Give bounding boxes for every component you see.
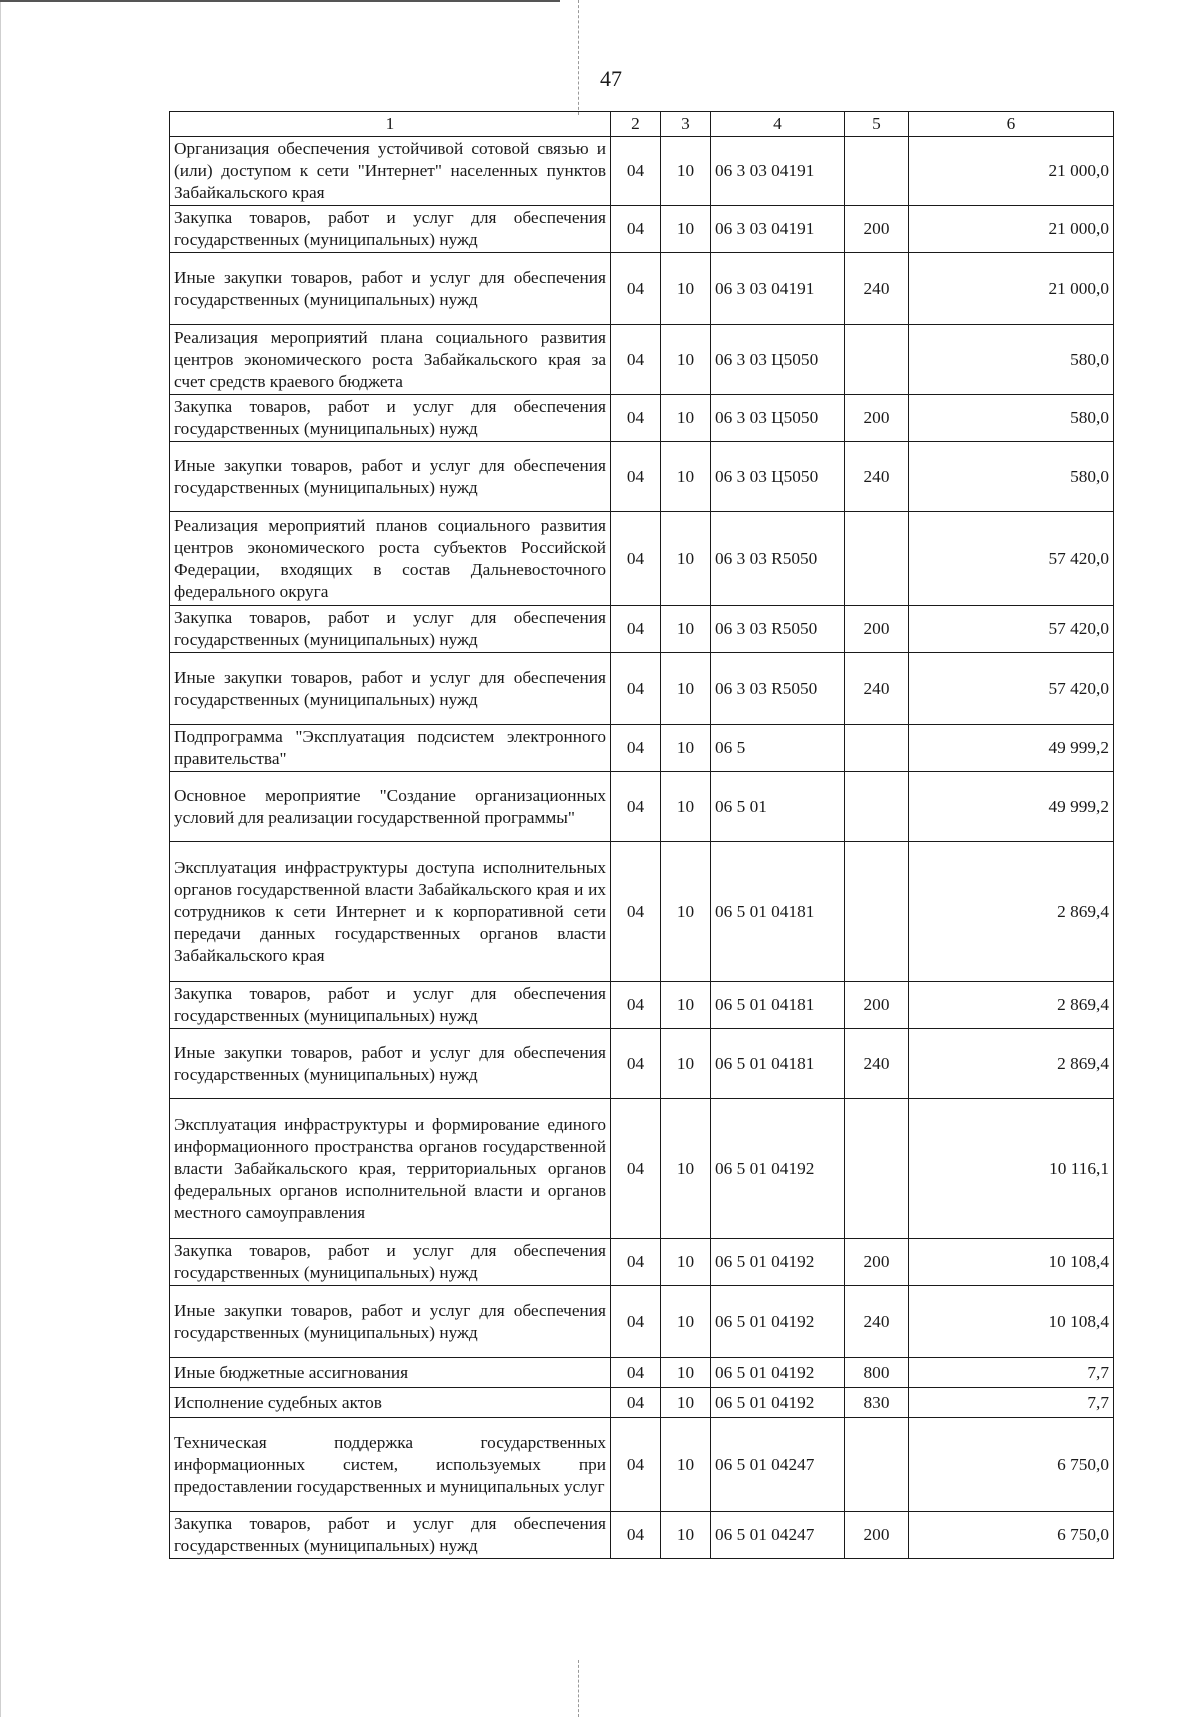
row-subsection: 10 [661, 606, 711, 653]
row-expense-type: 830 [845, 1388, 909, 1418]
table-row [170, 1512, 1114, 1559]
row-subsection: 10 [661, 395, 711, 442]
table-row [170, 442, 1114, 512]
row-section: 04 [611, 1099, 661, 1239]
row-name: Иные закупки товаров, работ и услуг для обеспечения государственных (муниципальных) нужд [170, 1029, 611, 1099]
row-amount: 21 000,0 [909, 253, 1114, 325]
table-row [170, 842, 1114, 982]
row-subsection: 10 [661, 512, 711, 606]
row-name: Закупка товаров, работ и услуг для обеспечения государственных (муниципальных) нужд [170, 606, 611, 653]
table-row [170, 1358, 1114, 1388]
row-subsection: 10 [661, 1388, 711, 1418]
row-expense-type: 200 [845, 206, 909, 253]
row-subsection: 10 [661, 842, 711, 982]
row-subsection: 10 [661, 982, 711, 1029]
row-section: 04 [611, 512, 661, 606]
row-expense-type: 240 [845, 653, 909, 725]
row-target-item: 06 5 01 04181 [711, 842, 845, 982]
row-expense-type [845, 137, 909, 206]
column-header-target-item: 4 [711, 112, 845, 137]
row-name: Реализация мероприятий планов социального развития центров экономического роста субъектов Российской Федерации, входящих в состав Дальневосточного федерального округа [170, 512, 611, 606]
row-target-item: 06 3 03 R5050 [711, 606, 845, 653]
row-subsection: 10 [661, 725, 711, 772]
row-amount: 7,7 [909, 1358, 1114, 1388]
row-target-item: 06 3 03 04191 [711, 253, 845, 325]
table-row [170, 512, 1114, 606]
row-name: Организация обеспечения устойчивой сотовой связью и (или) доступом к сети "Интернет" населенных пунктов Забайкальского края [170, 137, 611, 206]
row-subsection: 10 [661, 772, 711, 842]
row-amount: 2 869,4 [909, 842, 1114, 982]
row-target-item: 06 5 01 04192 [711, 1239, 845, 1286]
row-target-item: 06 3 03 04191 [711, 137, 845, 206]
row-expense-type [845, 512, 909, 606]
fold-line-bottom [578, 1660, 579, 1717]
row-expense-type: 240 [845, 1029, 909, 1099]
column-header-section: 2 [611, 112, 661, 137]
table-row [170, 1388, 1114, 1418]
table-row [170, 725, 1114, 772]
row-amount: 10 108,4 [909, 1239, 1114, 1286]
row-amount: 49 999,2 [909, 772, 1114, 842]
row-amount: 580,0 [909, 325, 1114, 395]
row-target-item: 06 5 01 04192 [711, 1358, 845, 1388]
row-amount: 580,0 [909, 395, 1114, 442]
column-header-subsection: 3 [661, 112, 711, 137]
row-amount: 10 108,4 [909, 1286, 1114, 1358]
row-amount: 6 750,0 [909, 1418, 1114, 1512]
row-section: 04 [611, 982, 661, 1029]
row-expense-type [845, 1099, 909, 1239]
row-target-item: 06 5 [711, 725, 845, 772]
table-row [170, 137, 1114, 206]
row-section: 04 [611, 606, 661, 653]
row-target-item: 06 3 03 Ц5050 [711, 442, 845, 512]
row-name: Исполнение судебных актов [170, 1388, 611, 1418]
row-subsection: 10 [661, 1099, 711, 1239]
row-amount: 57 420,0 [909, 653, 1114, 725]
row-name: Эксплуатация инфраструктуры и формирование единого информационного пространства органов государственной власти Забайкальского края, территориальных органов федеральных органов исполнительной власти и органов местного самоуправления [170, 1099, 611, 1239]
column-header-name: 1 [170, 112, 611, 137]
row-target-item: 06 3 03 R5050 [711, 653, 845, 725]
row-subsection: 10 [661, 253, 711, 325]
table-header-row [170, 112, 1114, 137]
page-number: 47 [600, 66, 622, 91]
row-target-item: 06 5 01 04192 [711, 1286, 845, 1358]
table-row [170, 395, 1114, 442]
row-subsection: 10 [661, 442, 711, 512]
row-section: 04 [611, 253, 661, 325]
row-name: Иные закупки товаров, работ и услуг для обеспечения государственных (муниципальных) нужд [170, 653, 611, 725]
row-expense-type: 200 [845, 395, 909, 442]
row-subsection: 10 [661, 1286, 711, 1358]
table-row [170, 1099, 1114, 1239]
row-amount: 2 869,4 [909, 1029, 1114, 1099]
row-target-item: 06 5 01 04192 [711, 1388, 845, 1418]
row-target-item: 06 5 01 04181 [711, 1029, 845, 1099]
row-amount: 21 000,0 [909, 137, 1114, 206]
row-subsection: 10 [661, 1029, 711, 1099]
row-name: Иные бюджетные ассигнования [170, 1358, 611, 1388]
row-amount: 580,0 [909, 442, 1114, 512]
row-name: Закупка товаров, работ и услуг для обеспечения государственных (муниципальных) нужд [170, 395, 611, 442]
row-target-item: 06 3 03 R5050 [711, 512, 845, 606]
row-subsection: 10 [661, 1358, 711, 1388]
row-subsection: 10 [661, 1512, 711, 1559]
table-row [170, 325, 1114, 395]
top-scan-line [0, 0, 560, 2]
row-amount: 10 116,1 [909, 1099, 1114, 1239]
table-row [170, 982, 1114, 1029]
row-amount: 49 999,2 [909, 725, 1114, 772]
row-name: Подпрограмма "Эксплуатация подсистем электронного правительства" [170, 725, 611, 772]
page-edge-line [0, 0, 1, 1717]
row-name: Закупка товаров, работ и услуг для обеспечения государственных (муниципальных) нужд [170, 1512, 611, 1559]
table-row [170, 206, 1114, 253]
table-row [170, 653, 1114, 725]
row-target-item: 06 5 01 04247 [711, 1418, 845, 1512]
row-section: 04 [611, 1388, 661, 1418]
row-section: 04 [611, 1239, 661, 1286]
row-section: 04 [611, 1358, 661, 1388]
row-expense-type [845, 772, 909, 842]
row-amount: 7,7 [909, 1388, 1114, 1418]
table-row [170, 1029, 1114, 1099]
row-name: Реализация мероприятий плана социального развития центров экономического роста Забайкальского края за счет средств краевого бюджета [170, 325, 611, 395]
row-target-item: 06 5 01 04192 [711, 1099, 845, 1239]
row-name: Эксплуатация инфраструктуры доступа исполнительных органов государственной власти Забайкальского края и их сотрудников к сети Интернет и к корпоративной сети передачи данных государственных органов власти Забайкальского края [170, 842, 611, 982]
budget-table [169, 111, 1114, 1559]
row-section: 04 [611, 772, 661, 842]
row-expense-type: 240 [845, 1286, 909, 1358]
row-section: 04 [611, 1512, 661, 1559]
row-section: 04 [611, 442, 661, 512]
row-target-item: 06 3 03 04191 [711, 206, 845, 253]
row-name: Иные закупки товаров, работ и услуг для обеспечения государственных (муниципальных) нужд [170, 1286, 611, 1358]
row-amount: 21 000,0 [909, 206, 1114, 253]
row-expense-type: 200 [845, 606, 909, 653]
row-target-item: 06 5 01 [711, 772, 845, 842]
table-row [170, 772, 1114, 842]
row-section: 04 [611, 1418, 661, 1512]
row-target-item: 06 3 03 Ц5050 [711, 395, 845, 442]
row-section: 04 [611, 206, 661, 253]
column-header-expense-type: 5 [845, 112, 909, 137]
row-name: Закупка товаров, работ и услуг для обеспечения государственных (муниципальных) нужд [170, 982, 611, 1029]
row-name: Иные закупки товаров, работ и услуг для обеспечения государственных (муниципальных) нужд [170, 253, 611, 325]
row-section: 04 [611, 137, 661, 206]
row-expense-type [845, 725, 909, 772]
row-expense-type: 200 [845, 1512, 909, 1559]
row-subsection: 10 [661, 653, 711, 725]
row-expense-type: 200 [845, 982, 909, 1029]
row-name: Закупка товаров, работ и услуг для обеспечения государственных (муниципальных) нужд [170, 1239, 611, 1286]
table-row [170, 1286, 1114, 1358]
row-section: 04 [611, 653, 661, 725]
row-expense-type: 200 [845, 1239, 909, 1286]
row-subsection: 10 [661, 1418, 711, 1512]
row-section: 04 [611, 842, 661, 982]
row-amount: 2 869,4 [909, 982, 1114, 1029]
row-target-item: 06 5 01 04181 [711, 982, 845, 1029]
row-expense-type [845, 842, 909, 982]
row-section: 04 [611, 725, 661, 772]
row-amount: 57 420,0 [909, 512, 1114, 606]
row-expense-type [845, 1418, 909, 1512]
fold-line [578, 0, 579, 115]
column-header-amount: 6 [909, 112, 1114, 137]
row-target-item: 06 3 03 Ц5050 [711, 325, 845, 395]
table-row [170, 1239, 1114, 1286]
row-name: Основное мероприятие "Создание организационных условий для реализации государственной программы" [170, 772, 611, 842]
table-row [170, 606, 1114, 653]
row-name: Техническая поддержка государственных информационных систем, используемых при предоставлении государственных и муниципальных услуг [170, 1418, 611, 1512]
row-section: 04 [611, 1029, 661, 1099]
table-row [170, 1418, 1114, 1512]
row-subsection: 10 [661, 325, 711, 395]
row-subsection: 10 [661, 206, 711, 253]
row-expense-type: 240 [845, 253, 909, 325]
row-amount: 6 750,0 [909, 1512, 1114, 1559]
row-name: Иные закупки товаров, работ и услуг для обеспечения государственных (муниципальных) нужд [170, 442, 611, 512]
row-section: 04 [611, 1286, 661, 1358]
row-section: 04 [611, 395, 661, 442]
row-expense-type: 800 [845, 1358, 909, 1388]
table-row [170, 253, 1114, 325]
row-subsection: 10 [661, 137, 711, 206]
row-subsection: 10 [661, 1239, 711, 1286]
row-expense-type: 240 [845, 442, 909, 512]
row-target-item: 06 5 01 04247 [711, 1512, 845, 1559]
row-expense-type [845, 325, 909, 395]
row-section: 04 [611, 325, 661, 395]
row-amount: 57 420,0 [909, 606, 1114, 653]
row-name: Закупка товаров, работ и услуг для обеспечения государственных (муниципальных) нужд [170, 206, 611, 253]
